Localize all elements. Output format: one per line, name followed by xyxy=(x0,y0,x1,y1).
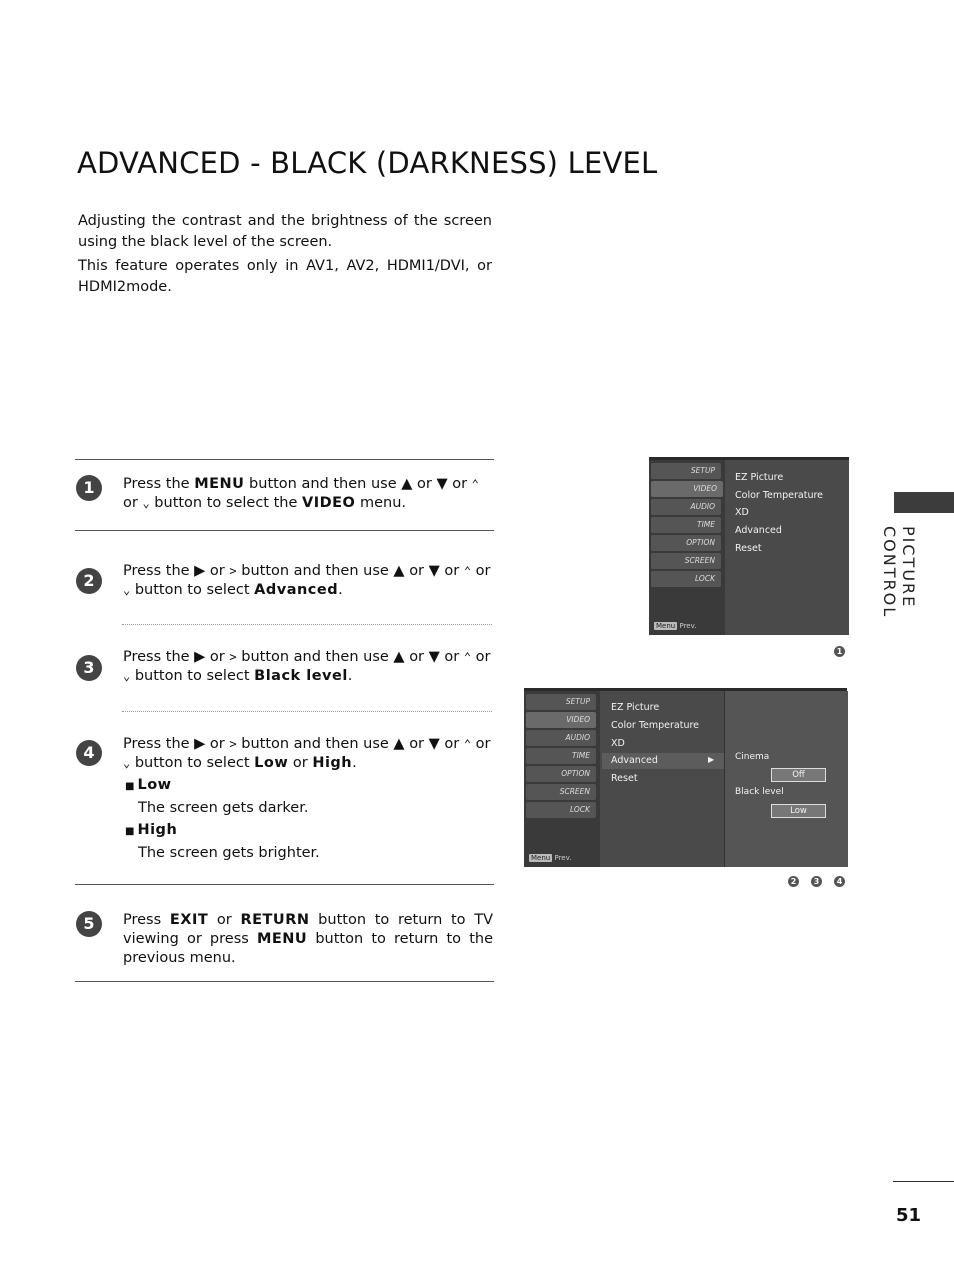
figure-number: 3 xyxy=(811,876,822,887)
menu-icon-time: TIME xyxy=(651,517,721,533)
step-number: 2 xyxy=(76,568,102,594)
chevron-down-icon: ⌄ xyxy=(142,496,150,510)
step-number: 4 xyxy=(76,740,102,766)
chevron-up-icon: ⌃ xyxy=(463,564,472,578)
divider xyxy=(75,981,494,982)
intro-paragraph-2: This feature operates only in AV1, AV2, HDMI1/DVI, or HDMI2mode. xyxy=(78,258,492,295)
chevron-up-icon: ⌃ xyxy=(463,737,472,751)
option-low-description: The screen gets darker. xyxy=(138,800,309,816)
chevron-right-icon: > xyxy=(229,650,237,664)
bullet-square-icon: ■ xyxy=(125,781,135,792)
page-number-rule xyxy=(893,1181,954,1182)
menu-item: Reset xyxy=(735,543,762,554)
bullet-square-icon: ■ xyxy=(125,826,135,837)
divider xyxy=(122,624,492,625)
figure-number: 4 xyxy=(834,876,845,887)
menu-item: Advanced xyxy=(611,755,658,766)
menu-item: Color Temperature xyxy=(735,490,824,501)
menu-item: XD xyxy=(611,738,625,749)
option-high: ■ High xyxy=(125,822,178,838)
submenu-label: Black level xyxy=(735,787,784,797)
menu-item: EZ Picture xyxy=(611,702,660,713)
divider xyxy=(122,711,492,712)
tv-menu-screen-1 xyxy=(649,457,849,635)
divider xyxy=(75,459,494,460)
step-5-text: Press EXIT or RETURN button to return to TV viewing or press MENU button to return to the previous menu. xyxy=(123,912,493,966)
chevron-right-icon: > xyxy=(229,737,237,751)
step-number: 1 xyxy=(76,475,102,501)
menu-item: Color Temperature xyxy=(611,720,700,731)
divider xyxy=(75,530,494,531)
menu-icon-option: OPTION xyxy=(651,535,721,551)
menu-item: Advanced xyxy=(735,525,782,536)
prev-hint: Menu Prev. xyxy=(656,622,697,630)
step-3-text: Press the ▶ or > button and then use ▲ or ▼ or ⌃ or ⌄ button to select Black level. xyxy=(123,649,491,684)
page-number: 51 xyxy=(896,1205,922,1226)
prev-hint: Menu Prev. xyxy=(531,854,572,862)
menu-icon-video: VIDEO xyxy=(651,481,723,497)
chevron-down-icon: ⌄ xyxy=(123,669,131,683)
submenu-value-box: Low xyxy=(771,804,826,818)
menu-icon-lock: LOCK xyxy=(526,802,596,818)
step-1-text: Press the MENU button and then use ▲ or ▼ or ⌃ or ⌄ button to select the VIDEO menu. xyxy=(123,476,479,511)
chevron-up-icon: ⌃ xyxy=(471,477,479,491)
menu-item: EZ Picture xyxy=(735,472,784,483)
chevron-up-icon: ⌃ xyxy=(463,650,472,664)
section-side-label: PICTURE CONTROL xyxy=(880,526,918,619)
intro-paragraph-1: Adjusting the contrast and the brightness of the screen using the black level of the screen. xyxy=(78,213,492,250)
chevron-down-icon: ⌄ xyxy=(123,583,131,597)
page-title: ADVANCED - BLACK (DARKNESS) LEVEL xyxy=(77,146,658,180)
step-number: 5 xyxy=(76,911,102,937)
step-number: 3 xyxy=(76,655,102,681)
menu-item: Reset xyxy=(611,773,638,784)
figure-number: 1 xyxy=(834,646,845,657)
menu-icon-screen: SCREEN xyxy=(526,784,596,800)
menu-item: XD xyxy=(735,507,749,518)
section-tab xyxy=(894,492,954,513)
chevron-down-icon: ⌄ xyxy=(123,756,131,770)
menu-icon-audio: AUDIO xyxy=(526,730,596,746)
menu-icon-audio: AUDIO xyxy=(651,499,721,515)
menu-icon-lock: LOCK xyxy=(651,571,721,587)
step-2-text: Press the ▶ or > button and then use ▲ or ▼ or ⌃ or ⌄ button to select Advanced. xyxy=(123,563,491,598)
option-high-description: The screen gets brighter. xyxy=(138,845,320,861)
menu-icon-video: VIDEO xyxy=(526,712,596,728)
submenu-arrow-icon: ▶ xyxy=(708,755,715,764)
icon-menu-column xyxy=(524,691,600,867)
submenu-panel xyxy=(724,691,848,867)
menu-icon-setup: SETUP xyxy=(526,694,596,710)
menu-icon-setup: SETUP xyxy=(651,463,721,479)
option-low: ■ Low xyxy=(125,777,172,793)
submenu-label: Cinema xyxy=(735,752,770,762)
tv-menu-screen-2 xyxy=(524,688,847,867)
menu-icon-option: OPTION xyxy=(526,766,596,782)
chevron-right-icon: > xyxy=(229,564,237,578)
menu-icon-screen: SCREEN xyxy=(651,553,721,569)
submenu-value-box: Off xyxy=(771,768,826,782)
figure-number: 2 xyxy=(788,876,799,887)
step-4-text: Press the ▶ or > button and then use ▲ or ▼ or ⌃ or ⌄ button to select Low or High. xyxy=(123,736,491,771)
icon-menu-column xyxy=(649,460,725,635)
divider xyxy=(75,884,494,885)
menu-icon-time: TIME xyxy=(526,748,596,764)
